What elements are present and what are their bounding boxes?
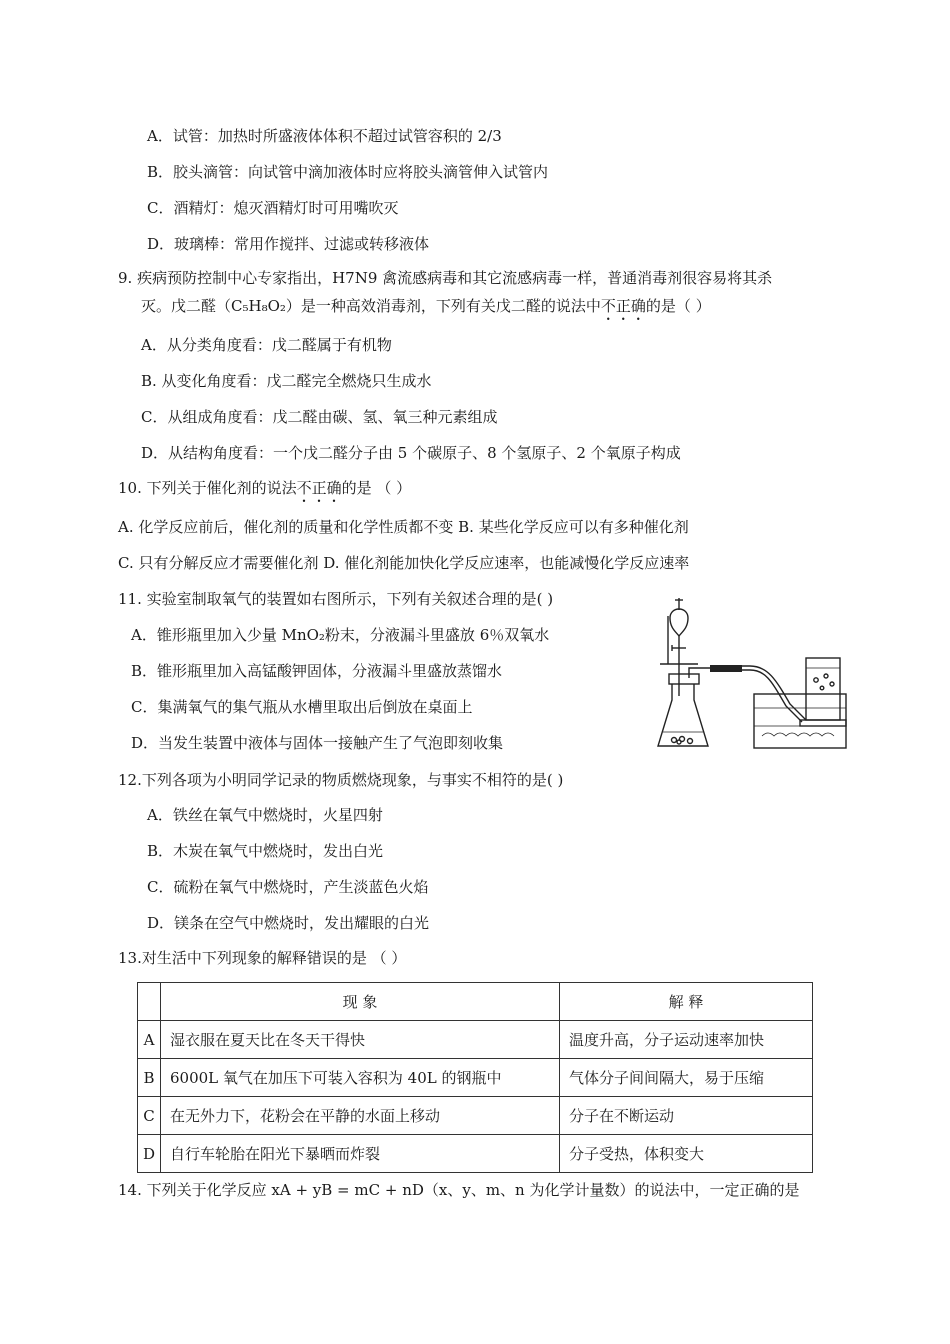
q8-option-c: C．酒精灯：熄灭酒精灯时可用嘴吹灭 bbox=[147, 199, 399, 217]
q14-stem: 14. 下列关于化学反应 xA + yB = mC + nD（x、y、m、n 为化学计量数）的说法中，一定正确的是 bbox=[118, 1181, 800, 1199]
q9-stem-line2: 灭。戊二醛（C₅H₈O₂）是一种高效消毒剂，下列有关戊二醛的说法中不正确的是（ ） bbox=[141, 297, 711, 315]
table-cell: A bbox=[138, 1021, 161, 1059]
q9-option-d: D．从结构角度看：一个戊二醛分子由 5 个碳原子、8 个氢原子、2 个氧原子构成 bbox=[141, 444, 681, 462]
q9-stem-line1: 9. 疾病预防控制中心专家指出，H7N9 禽流感病毒和其它流感病毒一样，普通消毒剂很容易将其杀 bbox=[118, 269, 773, 287]
table-cell: 分子在不断运动 bbox=[560, 1097, 813, 1135]
table-cell: B bbox=[138, 1059, 161, 1097]
table-header-cell: 现 象 bbox=[161, 983, 560, 1021]
q10-stem: 10. 下列关于催化剂的说法不正确的是 （ ） bbox=[118, 479, 412, 497]
table-cell: C bbox=[138, 1097, 161, 1135]
table-cell: 自行车轮胎在阳光下暴晒而炸裂 bbox=[161, 1135, 560, 1173]
q10-options-cd: C. 只有分解反应才需要催化剂 D. 催化剂能加快化学反应速率，也能减慢化学反应速率 bbox=[118, 554, 690, 572]
q12-option-a: A．铁丝在氧气中燃烧时，火星四射 bbox=[147, 806, 383, 824]
q10-options-ab: A. 化学反应前后，催化剂的质量和化学性质都不变 B. 某些化学反应可以有多种催化剂 bbox=[118, 518, 689, 536]
q13-table bbox=[137, 982, 813, 1173]
table-row bbox=[138, 1021, 813, 1059]
table-header-cell: 解 释 bbox=[560, 983, 813, 1021]
q8-option-a: A．试管：加热时所盛液体体积不超过试管容积的 2/3 bbox=[147, 127, 502, 145]
table-cell: D bbox=[138, 1135, 161, 1173]
q8-option-b: B．胶头滴管：向试管中滴加液体时应将胶头滴管伸入试管内 bbox=[147, 163, 549, 181]
q12-option-d: D．镁条在空气中燃烧时，发出耀眼的白光 bbox=[147, 914, 430, 932]
q9-emphasis: 不正确 bbox=[600, 297, 646, 315]
table-row bbox=[138, 1059, 813, 1097]
table-row bbox=[138, 1135, 813, 1173]
table-cell: 在无外力下，花粉会在平静的水面上移动 bbox=[161, 1097, 560, 1135]
q11-option-c: C．集满氧气的集气瓶从水槽里取出后倒放在桌面上 bbox=[131, 698, 473, 716]
q11-option-a: A．锥形瓶里加入少量 MnO₂粉末，分液漏斗里盛放 6％双氧水 bbox=[131, 626, 550, 644]
q12-option-c: C．硫粉在氧气中燃烧时，产生淡蓝色火焰 bbox=[147, 878, 429, 896]
oxygen-apparatus-figure bbox=[650, 596, 850, 756]
q9-option-b: B. 从变化角度看：戊二醛完全燃烧只生成水 bbox=[141, 372, 432, 390]
q9-option-a: A．从分类角度看：戊二醛属于有机物 bbox=[141, 336, 392, 354]
q13-stem: 13.对生活中下列现象的解释错误的是 （ ） bbox=[118, 949, 407, 967]
table-row bbox=[138, 1097, 813, 1135]
table-cell: 温度升高，分子运动速率加快 bbox=[560, 1021, 813, 1059]
table-header-cell bbox=[138, 983, 161, 1021]
table-cell: 湿衣服在夏天比在冬天干得快 bbox=[161, 1021, 560, 1059]
q8-option-d: D．玻璃棒：常用作搅拌、过滤或转移液体 bbox=[147, 235, 430, 253]
q11-option-d: D．当发生装置中液体与固体一接触产生了气泡即刻收集 bbox=[131, 734, 504, 752]
q12-option-b: B．木炭在氧气中燃烧时，发出白光 bbox=[147, 842, 384, 860]
table-cell: 气体分子间间隔大，易于压缩 bbox=[560, 1059, 813, 1097]
q10-emphasis: 不正确 bbox=[296, 479, 342, 497]
q11-option-b: B．锥形瓶里加入高锰酸钾固体，分液漏斗里盛放蒸馏水 bbox=[131, 662, 503, 680]
table-cell: 分子受热，体积变大 bbox=[560, 1135, 813, 1173]
table-header-row bbox=[138, 983, 813, 1021]
q11-stem: 11. 实验室制取氧气的装置如右图所示，下列有关叙述合理的是( ) bbox=[118, 590, 554, 608]
q9-option-c: C．从组成角度看：戊二醛由碳、氢、氧三种元素组成 bbox=[141, 408, 498, 426]
table-cell: 6000L 氧气在加压下可装入容积为 40L 的钢瓶中 bbox=[161, 1059, 560, 1097]
q12-stem: 12.下列各项为小明同学记录的物质燃烧现象，与事实不相符的是( ) bbox=[118, 771, 564, 789]
